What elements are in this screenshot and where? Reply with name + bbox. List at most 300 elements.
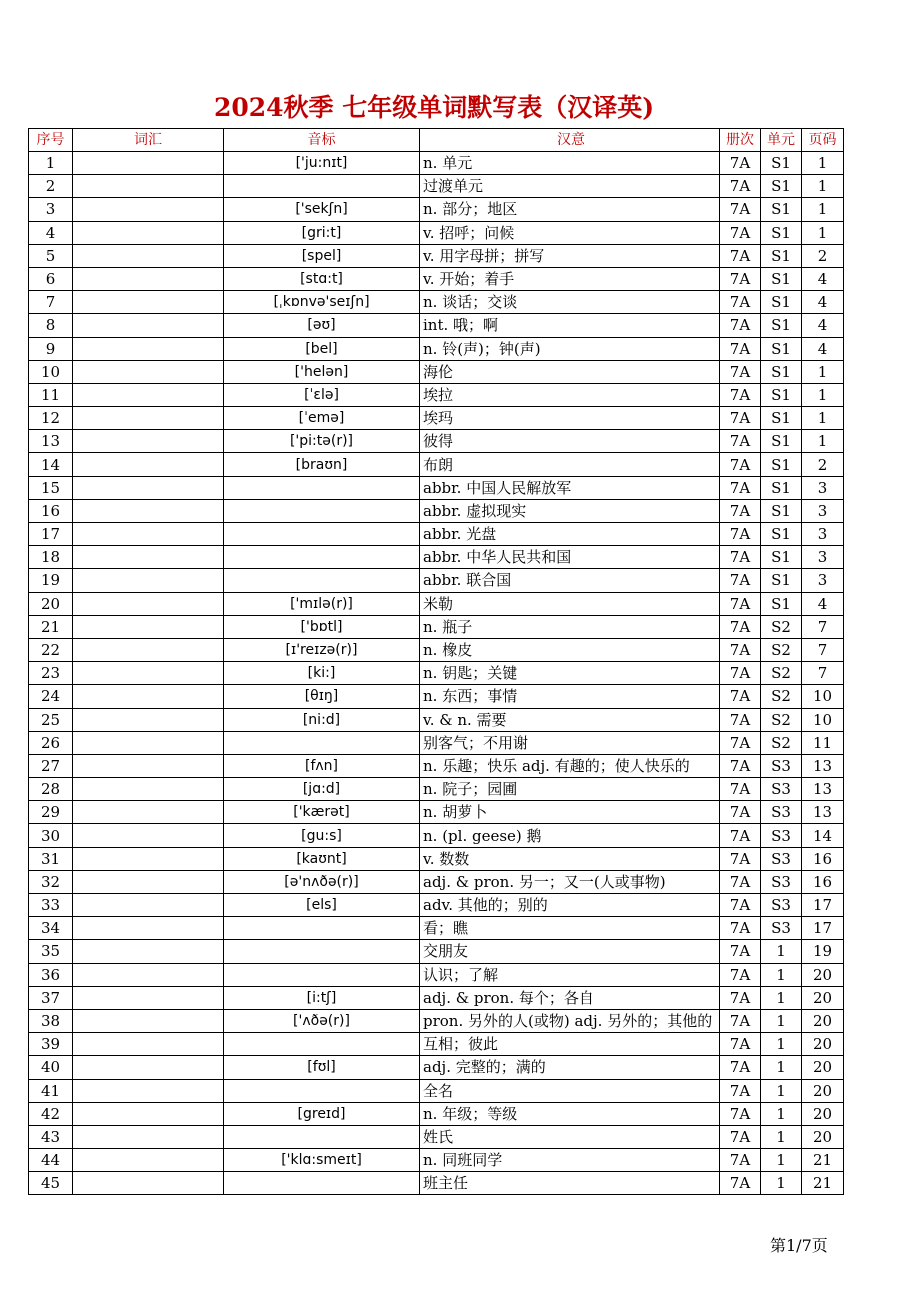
cell-unit: S1 (761, 267, 802, 290)
cell-page: 1 (802, 360, 844, 383)
table-row (29, 569, 844, 592)
cell-meaning: pron. 另外的人(或物) adj. 另外的；其他的 (420, 1009, 720, 1032)
page-title: 2024秋季 七年级单词默写表（汉译英) (213, 93, 655, 122)
cell-meaning: v. 开始；着手 (420, 267, 720, 290)
cell-word[interactable] (73, 476, 224, 499)
header-page: 页码 (802, 129, 844, 152)
cell-meaning: 别客气；不用谢 (420, 731, 720, 754)
header-book: 册次 (720, 129, 761, 152)
cell-word[interactable] (73, 824, 224, 847)
cell-ipa: [θɪŋ] (224, 685, 420, 708)
cell-meaning: 埃拉 (420, 383, 720, 406)
cell-unit: S3 (761, 870, 802, 893)
cell-no: 12 (29, 407, 73, 430)
cell-no: 42 (29, 1102, 73, 1125)
cell-no: 28 (29, 778, 73, 801)
cell-page: 2 (802, 453, 844, 476)
cell-unit: 1 (761, 1125, 802, 1148)
cell-page: 1 (802, 175, 844, 198)
cell-word[interactable] (73, 1079, 224, 1102)
table-row (29, 360, 844, 383)
cell-ipa: [braʊn] (224, 453, 420, 476)
cell-ipa: ['helən] (224, 360, 420, 383)
table-row (29, 267, 844, 290)
cell-meaning: abbr. 中华人民共和国 (420, 546, 720, 569)
cell-unit: 1 (761, 1056, 802, 1079)
cell-book: 7A (720, 1079, 761, 1102)
cell-page: 20 (802, 1009, 844, 1032)
cell-word[interactable] (73, 453, 224, 476)
table-row (29, 152, 844, 175)
cell-no: 38 (29, 1009, 73, 1032)
cell-page: 3 (802, 546, 844, 569)
cell-book: 7A (720, 963, 761, 986)
cell-unit: 1 (761, 986, 802, 1009)
cell-meaning: n. 橡皮 (420, 638, 720, 661)
cell-book: 7A (720, 546, 761, 569)
cell-book: 7A (720, 615, 761, 638)
cell-page: 7 (802, 638, 844, 661)
cell-no: 44 (29, 1149, 73, 1172)
cell-no: 26 (29, 731, 73, 754)
cell-ipa: [i:tʃ] (224, 986, 420, 1009)
cell-no: 37 (29, 986, 73, 1009)
cell-ipa (224, 175, 420, 198)
cell-word[interactable] (73, 592, 224, 615)
cell-book: 7A (720, 824, 761, 847)
table-row (29, 476, 844, 499)
cell-unit: S1 (761, 221, 802, 244)
cell-unit: 1 (761, 1033, 802, 1056)
cell-meaning: 全名 (420, 1079, 720, 1102)
cell-book: 7A (720, 778, 761, 801)
table-row (29, 546, 844, 569)
cell-meaning: adv. 其他的；别的 (420, 894, 720, 917)
cell-word[interactable] (73, 685, 224, 708)
cell-unit: S2 (761, 708, 802, 731)
cell-word[interactable] (73, 963, 224, 986)
table-row (29, 917, 844, 940)
cell-no: 34 (29, 917, 73, 940)
cell-unit: S1 (761, 175, 802, 198)
cell-word[interactable] (73, 940, 224, 963)
page-number: 第1/7页 (770, 1236, 828, 1255)
table-row (29, 754, 844, 777)
table-row (29, 847, 844, 870)
table-row (29, 1079, 844, 1102)
header-ipa: 音标 (224, 129, 420, 152)
cell-no: 32 (29, 870, 73, 893)
cell-page: 19 (802, 940, 844, 963)
cell-book: 7A (720, 291, 761, 314)
table-row (29, 291, 844, 314)
cell-word[interactable] (73, 1033, 224, 1056)
cell-no: 13 (29, 430, 73, 453)
table-row (29, 198, 844, 221)
cell-ipa (224, 1033, 420, 1056)
cell-meaning: v. 招呼；问候 (420, 221, 720, 244)
cell-ipa (224, 546, 420, 569)
cell-no: 21 (29, 615, 73, 638)
cell-unit: 1 (761, 1079, 802, 1102)
cell-page: 16 (802, 870, 844, 893)
cell-page: 7 (802, 615, 844, 638)
cell-word[interactable] (73, 754, 224, 777)
cell-ipa (224, 917, 420, 940)
cell-word[interactable] (73, 638, 224, 661)
cell-no: 10 (29, 360, 73, 383)
cell-meaning: abbr. 虚拟现实 (420, 499, 720, 522)
cell-book: 7A (720, 267, 761, 290)
cell-meaning: abbr. 联合国 (420, 569, 720, 592)
cell-no: 17 (29, 523, 73, 546)
cell-meaning: n. 乐趣；快乐 adj. 有趣的；使人快乐的 (420, 754, 720, 777)
table-row (29, 1009, 844, 1032)
cell-unit: 1 (761, 963, 802, 986)
cell-no: 35 (29, 940, 73, 963)
cell-ipa (224, 731, 420, 754)
cell-no: 22 (29, 638, 73, 661)
cell-book: 7A (720, 383, 761, 406)
cell-page: 13 (802, 754, 844, 777)
table-row (29, 894, 844, 917)
cell-meaning: n. 单元 (420, 152, 720, 175)
cell-unit: S3 (761, 754, 802, 777)
cell-word[interactable] (73, 244, 224, 267)
cell-page: 11 (802, 731, 844, 754)
cell-word[interactable] (73, 894, 224, 917)
cell-unit: S3 (761, 894, 802, 917)
cell-meaning: n. 院子；园圃 (420, 778, 720, 801)
cell-unit: 1 (761, 1149, 802, 1172)
cell-unit: S3 (761, 778, 802, 801)
cell-book: 7A (720, 337, 761, 360)
cell-page: 20 (802, 963, 844, 986)
cell-page: 3 (802, 523, 844, 546)
cell-page: 14 (802, 824, 844, 847)
cell-page: 20 (802, 1079, 844, 1102)
table-row (29, 708, 844, 731)
table-row (29, 383, 844, 406)
table-row (29, 870, 844, 893)
cell-unit: S1 (761, 198, 802, 221)
cell-ipa (224, 1079, 420, 1102)
cell-unit: S1 (761, 244, 802, 267)
cell-ipa: ['kærət] (224, 801, 420, 824)
cell-word[interactable] (73, 1009, 224, 1032)
cell-page: 20 (802, 1125, 844, 1148)
cell-meaning: adj. 完整的；满的 (420, 1056, 720, 1079)
cell-ipa: [greɪd] (224, 1102, 420, 1125)
cell-unit: S1 (761, 152, 802, 175)
cell-word[interactable] (73, 917, 224, 940)
cell-word[interactable] (73, 546, 224, 569)
cell-word[interactable] (73, 801, 224, 824)
cell-book: 7A (720, 685, 761, 708)
table-row (29, 731, 844, 754)
cell-meaning: abbr. 光盘 (420, 523, 720, 546)
cell-meaning: n. 年级；等级 (420, 1102, 720, 1125)
cell-word[interactable] (73, 662, 224, 685)
cell-meaning: int. 哦；啊 (420, 314, 720, 337)
cell-word[interactable] (73, 360, 224, 383)
cell-unit: S1 (761, 592, 802, 615)
cell-unit: S2 (761, 731, 802, 754)
cell-no: 11 (29, 383, 73, 406)
cell-meaning: 班主任 (420, 1172, 720, 1195)
cell-word[interactable] (73, 175, 224, 198)
cell-ipa (224, 569, 420, 592)
cell-book: 7A (720, 453, 761, 476)
cell-unit: S1 (761, 546, 802, 569)
cell-no: 36 (29, 963, 73, 986)
cell-meaning: 姓氏 (420, 1125, 720, 1148)
cell-meaning: v. 数数 (420, 847, 720, 870)
table-row (29, 940, 844, 963)
table-row (29, 453, 844, 476)
cell-no: 29 (29, 801, 73, 824)
cell-page: 4 (802, 291, 844, 314)
cell-word[interactable] (73, 731, 224, 754)
cell-unit: S1 (761, 314, 802, 337)
cell-ipa (224, 963, 420, 986)
cell-unit: S1 (761, 337, 802, 360)
header-no: 序号 (29, 129, 73, 152)
cell-unit: S1 (761, 383, 802, 406)
cell-ipa: [stɑ:t] (224, 267, 420, 290)
table-row (29, 615, 844, 638)
cell-word[interactable] (73, 847, 224, 870)
cell-book: 7A (720, 198, 761, 221)
cell-book: 7A (720, 430, 761, 453)
cell-ipa: [ˈemə] (224, 407, 420, 430)
cell-no: 9 (29, 337, 73, 360)
cell-page: 20 (802, 1102, 844, 1125)
table-row (29, 824, 844, 847)
cell-word[interactable] (73, 407, 224, 430)
cell-word[interactable] (73, 1172, 224, 1195)
cell-unit: S1 (761, 523, 802, 546)
cell-page: 4 (802, 314, 844, 337)
cell-book: 7A (720, 244, 761, 267)
table-row (29, 175, 844, 198)
cell-meaning: 认识；了解 (420, 963, 720, 986)
table-row (29, 685, 844, 708)
table-row (29, 1102, 844, 1125)
cell-ipa: ['sekʃn] (224, 198, 420, 221)
table-row (29, 221, 844, 244)
cell-page: 1 (802, 198, 844, 221)
cell-word[interactable] (73, 198, 224, 221)
table-header-row (29, 129, 844, 152)
cell-book: 7A (720, 1009, 761, 1032)
cell-unit: S2 (761, 638, 802, 661)
cell-word[interactable] (73, 499, 224, 522)
cell-unit: S3 (761, 824, 802, 847)
cell-page: 4 (802, 267, 844, 290)
cell-ipa: [els] (224, 894, 420, 917)
cell-word[interactable] (73, 267, 224, 290)
cell-ipa: ['klɑ:smeɪt] (224, 1149, 420, 1172)
cell-page: 17 (802, 917, 844, 940)
cell-book: 7A (720, 638, 761, 661)
cell-page: 13 (802, 801, 844, 824)
cell-unit: S1 (761, 360, 802, 383)
cell-unit: S3 (761, 847, 802, 870)
cell-meaning: n. 钥匙；关键 (420, 662, 720, 685)
cell-ipa: [ˌkɒnvə'seɪʃn] (224, 291, 420, 314)
cell-no: 41 (29, 1079, 73, 1102)
cell-word[interactable] (73, 1149, 224, 1172)
cell-page: 7 (802, 662, 844, 685)
cell-word[interactable] (73, 1056, 224, 1079)
cell-book: 7A (720, 940, 761, 963)
cell-page: 16 (802, 847, 844, 870)
cell-word[interactable] (73, 986, 224, 1009)
table-row (29, 314, 844, 337)
table-row (29, 430, 844, 453)
cell-word[interactable] (73, 383, 224, 406)
cell-book: 7A (720, 1056, 761, 1079)
cell-no: 20 (29, 592, 73, 615)
table-row (29, 592, 844, 615)
cell-unit: S1 (761, 407, 802, 430)
vocabulary-table (28, 128, 844, 1195)
cell-word[interactable] (73, 523, 224, 546)
cell-word[interactable] (73, 152, 224, 175)
cell-meaning: n. 铃(声)；钟(声) (420, 337, 720, 360)
cell-no: 31 (29, 847, 73, 870)
cell-word[interactable] (73, 778, 224, 801)
cell-no: 6 (29, 267, 73, 290)
cell-meaning: 彼得 (420, 430, 720, 453)
cell-book: 7A (720, 870, 761, 893)
cell-word[interactable] (73, 430, 224, 453)
cell-unit: S3 (761, 917, 802, 940)
cell-ipa: [spel] (224, 244, 420, 267)
cell-no: 27 (29, 754, 73, 777)
cell-book: 7A (720, 152, 761, 175)
cell-word[interactable] (73, 708, 224, 731)
cell-page: 10 (802, 685, 844, 708)
cell-book: 7A (720, 847, 761, 870)
cell-ipa: [jɑ:d] (224, 778, 420, 801)
cell-meaning: n. 东西；事情 (420, 685, 720, 708)
cell-book: 7A (720, 407, 761, 430)
cell-ipa: [kaʊnt] (224, 847, 420, 870)
cell-word[interactable] (73, 1125, 224, 1148)
cell-ipa: ['ʌðə(r)] (224, 1009, 420, 1032)
cell-unit: S1 (761, 499, 802, 522)
cell-word[interactable] (73, 314, 224, 337)
cell-unit: 1 (761, 1172, 802, 1195)
cell-no: 2 (29, 175, 73, 198)
cell-book: 7A (720, 1125, 761, 1148)
cell-ipa: [əʊ] (224, 314, 420, 337)
cell-meaning: 交朋友 (420, 940, 720, 963)
cell-unit: S3 (761, 801, 802, 824)
cell-page: 3 (802, 499, 844, 522)
cell-unit: 1 (761, 1009, 802, 1032)
cell-no: 8 (29, 314, 73, 337)
cell-page: 13 (802, 778, 844, 801)
cell-word[interactable] (73, 615, 224, 638)
cell-page: 1 (802, 407, 844, 430)
cell-ipa: [ɪ'reɪzə(r)] (224, 638, 420, 661)
cell-page: 1 (802, 221, 844, 244)
cell-no: 45 (29, 1172, 73, 1195)
cell-page: 17 (802, 894, 844, 917)
cell-no: 19 (29, 569, 73, 592)
cell-unit: S1 (761, 291, 802, 314)
cell-word[interactable] (73, 291, 224, 314)
cell-no: 23 (29, 662, 73, 685)
cell-book: 7A (720, 662, 761, 685)
cell-word[interactable] (73, 337, 224, 360)
cell-page: 1 (802, 152, 844, 175)
table-row (29, 523, 844, 546)
cell-ipa: ['ju:nɪt] (224, 152, 420, 175)
cell-unit: 1 (761, 1102, 802, 1125)
cell-meaning: n. 胡萝卜 (420, 801, 720, 824)
cell-word[interactable] (73, 569, 224, 592)
cell-page: 20 (802, 986, 844, 1009)
cell-book: 7A (720, 986, 761, 1009)
table-row (29, 1172, 844, 1195)
header-meaning: 汉意 (420, 129, 720, 152)
cell-page: 10 (802, 708, 844, 731)
cell-meaning: 米勒 (420, 592, 720, 615)
cell-meaning: 互相；彼此 (420, 1033, 720, 1056)
cell-meaning: 布朗 (420, 453, 720, 476)
cell-meaning: 看；瞧 (420, 917, 720, 940)
cell-ipa: ['pi:tə(r)] (224, 430, 420, 453)
cell-book: 7A (720, 1149, 761, 1172)
cell-word[interactable] (73, 1102, 224, 1125)
cell-page: 21 (802, 1149, 844, 1172)
cell-meaning: 过渡单元 (420, 175, 720, 198)
cell-meaning: v. & n. 需要 (420, 708, 720, 731)
cell-page: 2 (802, 244, 844, 267)
cell-no: 33 (29, 894, 73, 917)
cell-page: 4 (802, 337, 844, 360)
cell-ipa: [gu:s] (224, 824, 420, 847)
cell-no: 30 (29, 824, 73, 847)
table-row (29, 499, 844, 522)
table-row (29, 1033, 844, 1056)
cell-ipa (224, 499, 420, 522)
cell-ipa: [gri:t] (224, 221, 420, 244)
cell-no: 3 (29, 198, 73, 221)
cell-book: 7A (720, 499, 761, 522)
cell-meaning: n. 部分；地区 (420, 198, 720, 221)
table-row (29, 963, 844, 986)
cell-page: 20 (802, 1033, 844, 1056)
cell-word[interactable] (73, 870, 224, 893)
cell-book: 7A (720, 476, 761, 499)
cell-book: 7A (720, 569, 761, 592)
cell-book: 7A (720, 314, 761, 337)
cell-book: 7A (720, 1102, 761, 1125)
cell-page: 3 (802, 569, 844, 592)
cell-book: 7A (720, 360, 761, 383)
cell-book: 7A (720, 708, 761, 731)
table-row (29, 1149, 844, 1172)
cell-no: 4 (29, 221, 73, 244)
cell-word[interactable] (73, 221, 224, 244)
table-row (29, 1056, 844, 1079)
cell-no: 24 (29, 685, 73, 708)
